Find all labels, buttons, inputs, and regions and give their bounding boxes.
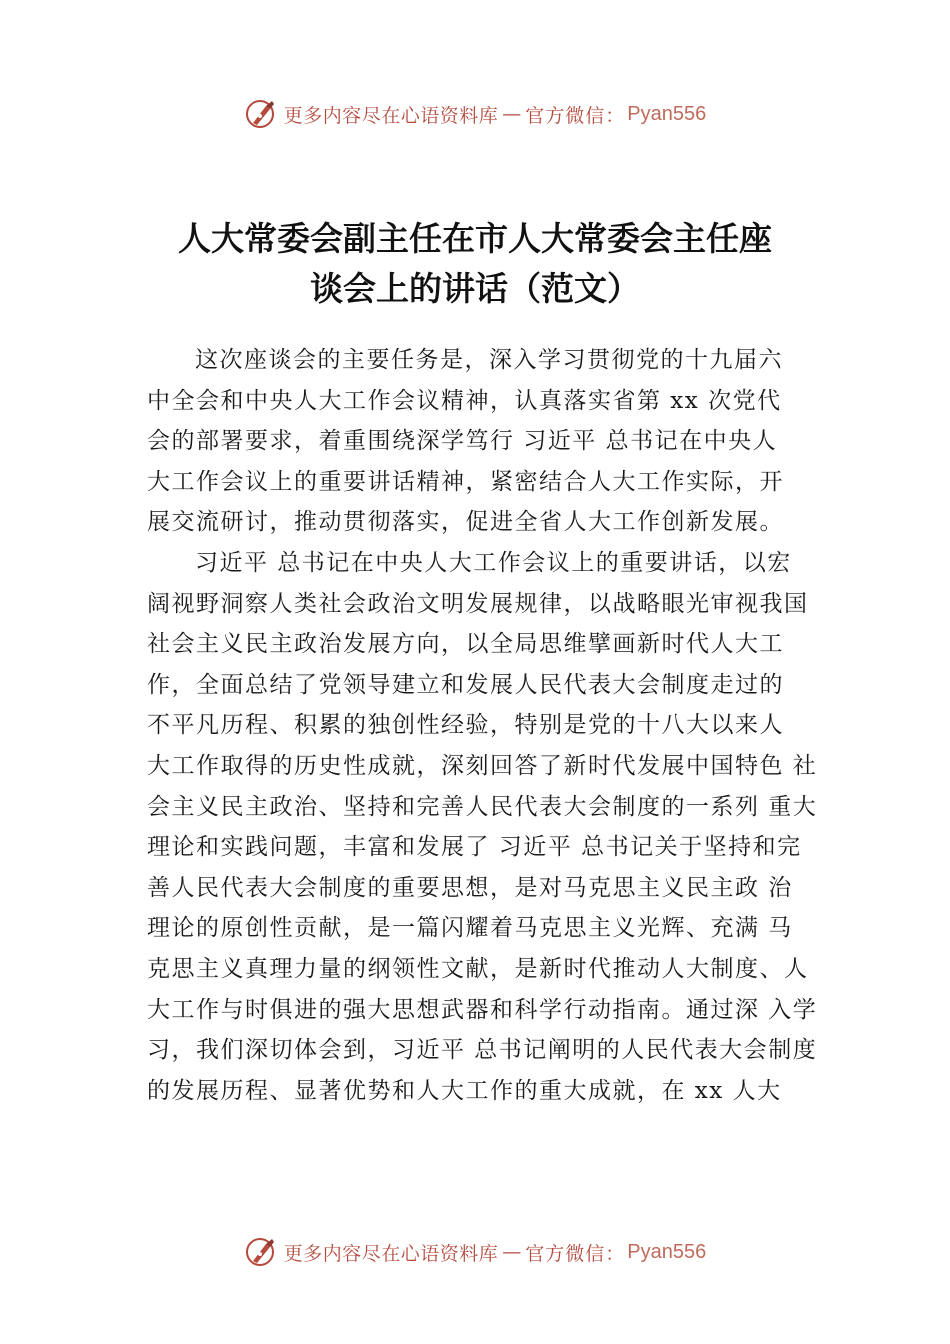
paragraph-line: 习，我们深切体会到，习近平 总书记阐明的人民代表大会制度 xyxy=(147,1037,818,1064)
paragraph-line: 不平凡历程、积累的独创性经验，特别是党的十八大以来人 xyxy=(147,712,784,739)
footer-banner xyxy=(0,1232,950,1272)
banner-slogan: 更多内容尽在心语资料库 xyxy=(283,1242,499,1265)
paragraph-line: 中全会和中央人大工作会议精神，认真落实省第 xx 次党代 xyxy=(147,387,782,414)
paragraph-line: 的发展历程、显著优势和人大工作的重大成就，在 xx 人大 xyxy=(147,1077,782,1104)
paragraph-line: 大工作与时俱进的强大思想武器和科学行动指南。通过深 入学 xyxy=(147,996,818,1023)
banner-separator: — xyxy=(502,103,522,125)
banner-separator: — xyxy=(502,1241,522,1263)
header-banner xyxy=(0,94,950,134)
document-title xyxy=(100,214,850,314)
paragraph-line: 展交流研讨，推动贯彻落实，促进全省人大工作创新发展。 xyxy=(147,509,784,536)
wechat-label: 官方微信： xyxy=(525,1242,626,1265)
paragraph-line: 作，全面总结了党领导建立和发展人民代表大会制度走过的 xyxy=(147,671,784,698)
paragraph-line: 习近平 总书记在中央人大工作会议上的重要讲话，以宏 xyxy=(195,549,792,576)
wechat-id: Pyan556 xyxy=(627,1240,707,1263)
paragraph-line: 理论的原创性贡献，是一篇闪耀着马克思主义光辉、充满 马 xyxy=(147,915,793,942)
paragraph-line: 这次座谈会的主要任务是，深入学习贯彻党的十九届六 xyxy=(195,347,783,373)
wechat-id: Pyan556 xyxy=(627,102,707,125)
paragraph-line: 阔视野洞察人类社会政治文明发展规律，以战略眼光审视我国 xyxy=(147,590,809,617)
title-line-1: 人大常委会副主任在市人大常委会主任座 xyxy=(178,219,772,258)
paragraph-line: 会主义民主政治、坚持和完善人民代表大会制度的一系列 重大 xyxy=(147,793,818,820)
paragraph-line: 会的部署要求，着重围绕深学笃行 习近平 总书记在中央人 xyxy=(147,428,778,455)
paragraph-line: 大工作取得的历史性成就，深刻回答了新时代发展中国特色 社 xyxy=(147,752,818,779)
pen-nib-logo-icon xyxy=(244,97,278,131)
paragraph-line: 善人民代表大会制度的重要思想，是对马克思主义民主政 治 xyxy=(147,874,793,901)
pen-nib-logo-icon xyxy=(244,1235,278,1269)
banner-slogan: 更多内容尽在心语资料库 xyxy=(283,104,499,127)
paragraph-line: 克思主义真理力量的纲领性文献，是新时代推动人大制度、人 xyxy=(147,955,809,982)
paragraph-line: 理论和实践问题，丰富和发展了 习近平 总书记关于坚持和完 xyxy=(147,834,802,861)
paragraph-line: 大工作会议上的重要讲话精神，紧密结合人大工作实际，开 xyxy=(147,468,784,495)
wechat-label: 官方微信： xyxy=(525,104,626,127)
paragraph-line: 社会主义民主政治发展方向，以全局思维擘画新时代人大工 xyxy=(147,631,784,658)
document-body xyxy=(147,340,837,1111)
title-line-2: 谈会上的讲话（范文） xyxy=(310,269,640,308)
